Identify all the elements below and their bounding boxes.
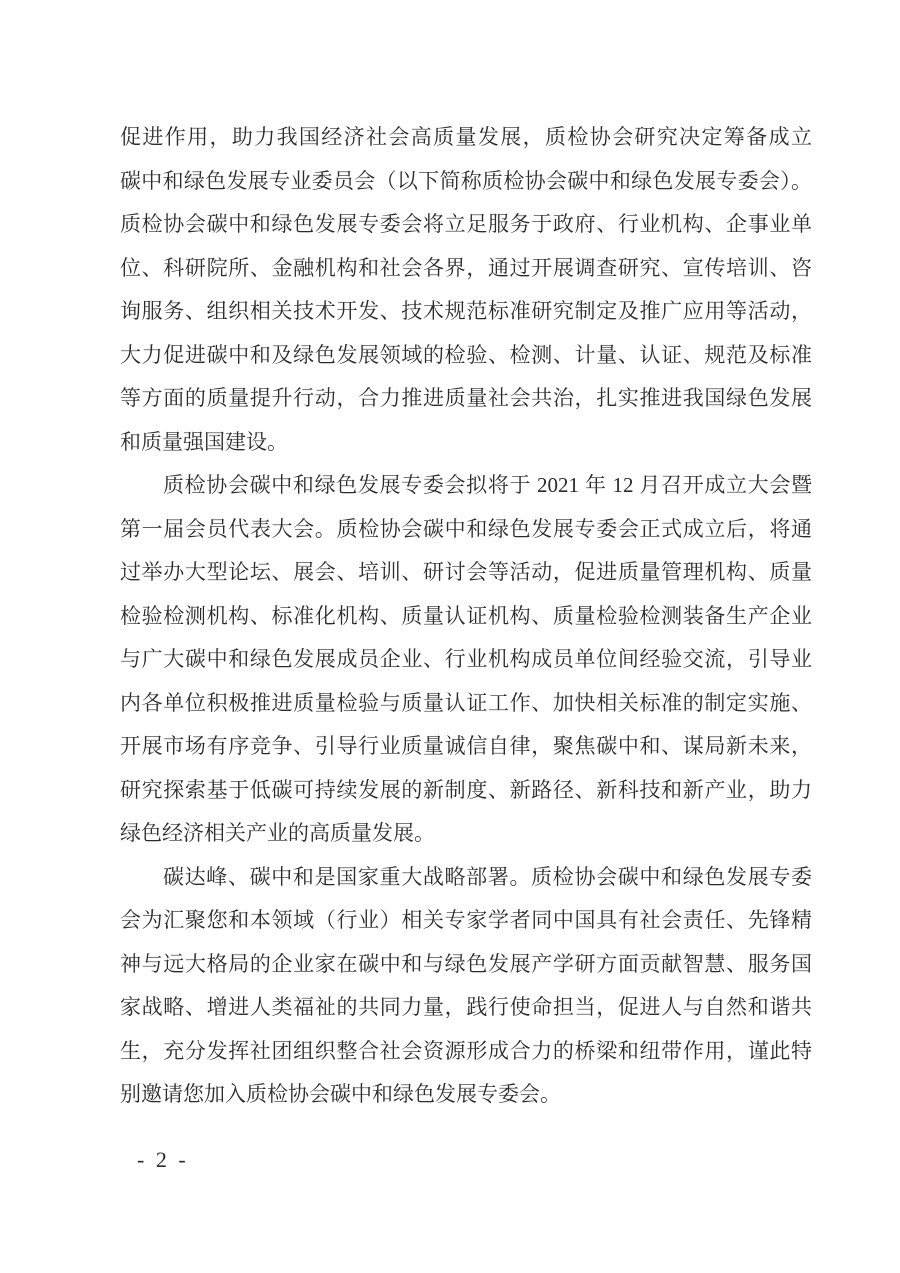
paragraph xyxy=(120,856,812,1117)
text-line: 第一届会员代表大会。质检协会碳中和绿色发展专委会正式成立后，将通 xyxy=(120,516,812,541)
text-line: 内各单位积极推进质量检验与质量认证工作、加快相关标准的制定实施、 xyxy=(120,690,812,715)
text-line: 质检协会碳中和绿色发展专委会将立足服务于政府、行业机构、企事业单 xyxy=(120,212,812,236)
text-line: 开展市场有序竞争、引导行业质量诚信自律，聚焦碳中和、谋局新未来， xyxy=(120,734,812,758)
text-line: 神与远大格局的企业家在碳中和与绿色发展产学研方面贡献智慧、服务国 xyxy=(120,951,812,976)
text-line: 研究探索基于低碳可持续发展的新制度、新路径、新科技和新产业，助力 xyxy=(120,777,812,802)
text-line: 会为汇聚您和本领域（行业）相关专家学者同中国具有社会责任、先锋精 xyxy=(120,908,812,932)
text-line: 与广大碳中和绿色发展成员企业、行业机构成员单位间经验交流，引导业 xyxy=(120,647,812,671)
text-line: 询服务、组织相关技术开发、技术规范标准研究制定及推广应用等活动， xyxy=(120,299,812,323)
text-line: 促进作用，助力我国经济社会高质量发展，质检协会研究决定筹备成立 xyxy=(120,125,812,149)
text-line: 碳中和绿色发展专业委员会（以下简称质检协会碳中和绿色发展专委会）。 xyxy=(120,168,812,193)
text-line: 等方面的质量提升行动，合力推进质量社会共治，扎实推进我国绿色发展 xyxy=(120,386,812,410)
text-line: 碳达峰、碳中和是国家重大战略部署。质检协会碳中和绿色发展专委 xyxy=(163,864,812,889)
text-line: 和质量强国建设。 xyxy=(120,429,288,454)
text-line: 过举办大型论坛、展会、培训、研讨会等活动，促进质量管理机构、质量 xyxy=(120,560,812,584)
text-line: 别邀请您加入质检协会碳中和绿色发展专委会。 xyxy=(120,1082,561,1106)
text-line: 家战略、增进人类福祉的共同力量，践行使命担当，促进人与自然和谐共 xyxy=(120,995,812,1019)
document-text-block xyxy=(120,116,812,1117)
text-line: 绿色经济相关产业的高质量发展。 xyxy=(120,821,435,845)
page-number: - 2 - xyxy=(137,1147,189,1172)
paragraph xyxy=(120,464,812,856)
text-line: 质检协会碳中和绿色发展专委会拟将于 2021 年 12 月召开成立大会暨 xyxy=(163,473,812,497)
text-line: 位、科研院所、金融机构和社会各界，通过开展调查研究、宣传培训、咨 xyxy=(120,255,812,280)
text-line: 检验检测机构、标准化机构、质量认证机构、质量检验检测装备生产企业 xyxy=(120,603,812,628)
paragraph xyxy=(120,116,812,464)
text-line: 大力促进碳中和及绿色发展领域的检验、检测、计量、认证、规范及标准 xyxy=(120,342,812,367)
text-line: 生，充分发挥社团组织整合社会资源形成合力的桥梁和纽带作用，谨此特 xyxy=(120,1038,812,1063)
